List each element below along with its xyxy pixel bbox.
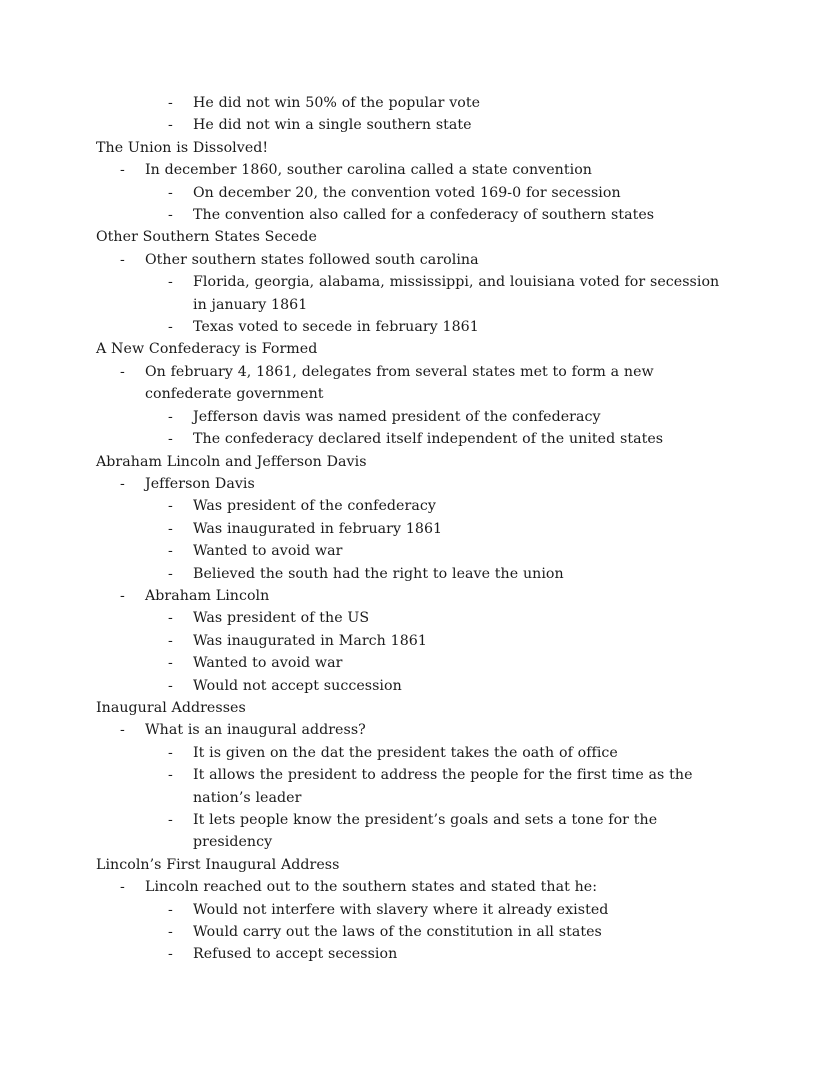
outline-bullet-item bbox=[168, 943, 720, 965]
outline-heading bbox=[96, 854, 720, 876]
outline-bullet-item bbox=[168, 204, 720, 226]
bullet-text: Other southern states followed south carolina bbox=[145, 251, 479, 268]
bullet-text: Would not interfere with slavery where it already existed bbox=[193, 901, 609, 918]
bullet-text: He did not win a single southern state bbox=[193, 117, 472, 134]
dash-bullet-icon: - bbox=[120, 722, 125, 739]
outline-bullet-item bbox=[168, 182, 720, 204]
bullet-text: It lets people know the president’s goals and sets a tone for the presidency bbox=[193, 812, 658, 851]
outline-bullet-item bbox=[120, 473, 720, 495]
dash-bullet-icon: - bbox=[120, 162, 125, 179]
outline-heading bbox=[96, 338, 720, 360]
dash-bullet-icon: - bbox=[168, 632, 173, 649]
dash-bullet-icon: - bbox=[168, 408, 173, 425]
heading-text: A New Confederacy is Formed bbox=[96, 341, 318, 358]
dash-bullet-icon: - bbox=[168, 274, 173, 291]
bullet-text: He did not win 50% of the popular vote bbox=[193, 95, 481, 111]
outline-bullet-item bbox=[168, 406, 720, 428]
outline-bullet-item bbox=[168, 764, 720, 809]
outline-heading bbox=[96, 137, 720, 159]
outline-bullet-item bbox=[168, 652, 720, 674]
bullet-text: Wanted to avoid war bbox=[193, 655, 343, 672]
heading-text: Lincoln’s First Inaugural Address bbox=[96, 856, 340, 873]
dash-bullet-icon: - bbox=[168, 812, 173, 828]
outline-heading bbox=[96, 697, 720, 719]
outline-heading bbox=[96, 451, 720, 473]
outline-bullet-item bbox=[120, 876, 720, 898]
outline-heading bbox=[96, 226, 720, 248]
outline-bullet-item bbox=[168, 630, 720, 652]
bullet-text: Was president of the US bbox=[193, 610, 370, 627]
dash-bullet-icon: - bbox=[168, 95, 173, 111]
heading-text: The Union is Dissolved! bbox=[96, 139, 269, 156]
dash-bullet-icon: - bbox=[168, 498, 173, 515]
bullet-text: Abraham Lincoln bbox=[145, 587, 270, 604]
outline-bullet-item bbox=[168, 675, 720, 697]
dash-bullet-icon: - bbox=[120, 587, 125, 604]
outline-bullet-item bbox=[168, 428, 720, 450]
dash-bullet-icon: - bbox=[120, 879, 125, 896]
dash-bullet-icon: - bbox=[120, 363, 125, 380]
heading-text: Abraham Lincoln and Jefferson Davis bbox=[96, 453, 367, 470]
bullet-text: Was inaugurated in March 1861 bbox=[193, 632, 427, 649]
dash-bullet-icon: - bbox=[168, 924, 173, 941]
outline-bullet-item bbox=[168, 809, 720, 854]
outline-bullet-item bbox=[120, 585, 720, 607]
bullet-text: It allows the president to address the people for the first time as the nation’s leader bbox=[193, 767, 693, 806]
outline-bullet-item bbox=[168, 271, 720, 316]
dash-bullet-icon: - bbox=[168, 677, 173, 694]
bullet-text: Was inaugurated in february 1861 bbox=[193, 520, 443, 537]
bullet-text: Believed the south had the right to leave the union bbox=[193, 565, 564, 582]
bullet-text: The convention also called for a confederacy of southern states bbox=[193, 207, 655, 224]
dash-bullet-icon: - bbox=[168, 543, 173, 560]
bullet-text: On december 20, the convention voted 169-0 for secession bbox=[193, 184, 621, 201]
bullet-text: Jefferson davis was named president of the confederacy bbox=[193, 408, 601, 425]
outline-bullet-item bbox=[168, 92, 720, 114]
dash-bullet-icon: - bbox=[168, 655, 173, 672]
dash-bullet-icon: - bbox=[120, 251, 125, 268]
bullet-text: What is an inaugural address? bbox=[145, 722, 366, 739]
dash-bullet-icon: - bbox=[168, 431, 173, 448]
bullet-text: Refused to accept secession bbox=[193, 946, 398, 963]
bullet-text: Would carry out the laws of the constitution in all states bbox=[193, 924, 602, 941]
bullet-text: Lincoln reached out to the southern states and stated that he: bbox=[145, 879, 598, 896]
bullet-text: It is given on the dat the president takes the oath of office bbox=[193, 744, 618, 761]
outline-bullet-item bbox=[168, 742, 720, 764]
heading-text: Inaugural Addresses bbox=[96, 699, 246, 716]
dash-bullet-icon: - bbox=[168, 184, 173, 201]
outline-bullet-item bbox=[120, 159, 720, 181]
outline-bullet-item bbox=[168, 540, 720, 562]
bullet-text: Texas voted to secede in february 1861 bbox=[193, 319, 479, 336]
dash-bullet-icon: - bbox=[168, 610, 173, 627]
bullet-text: Wanted to avoid war bbox=[193, 543, 343, 560]
outline-bullet-item bbox=[168, 921, 720, 943]
bullet-text: Florida, georgia, alabama, mississippi, and louisiana voted for secession in january 1861 bbox=[193, 274, 720, 313]
outline-bullet-item bbox=[168, 899, 720, 921]
dash-bullet-icon: - bbox=[168, 767, 173, 784]
dash-bullet-icon: - bbox=[168, 946, 173, 963]
outline-bullet-item bbox=[168, 316, 720, 338]
bullet-text: On february 4, 1861, delegates from several states met to form a new confederate government bbox=[145, 363, 654, 403]
bullet-text: In december 1860, souther carolina called a state convention bbox=[145, 162, 592, 179]
dash-bullet-icon: - bbox=[120, 475, 125, 492]
dash-bullet-icon: - bbox=[168, 565, 173, 582]
bullet-text: Jefferson Davis bbox=[145, 475, 255, 492]
heading-text: Other Southern States Secede bbox=[96, 229, 317, 246]
dash-bullet-icon: - bbox=[168, 744, 173, 761]
dash-bullet-icon: - bbox=[168, 520, 173, 537]
dash-bullet-icon: - bbox=[168, 117, 173, 134]
outline-bullet-item bbox=[120, 719, 720, 741]
outline-bullet-item bbox=[168, 495, 720, 517]
document-body bbox=[96, 92, 720, 966]
bullet-text: Would not accept succession bbox=[193, 677, 402, 694]
outline-bullet-item bbox=[168, 607, 720, 629]
dash-bullet-icon: - bbox=[168, 319, 173, 336]
dash-bullet-icon: - bbox=[168, 901, 173, 918]
bullet-text: Was president of the confederacy bbox=[193, 498, 436, 515]
outline-bullet-item bbox=[168, 114, 720, 136]
outline-bullet-item bbox=[120, 249, 720, 271]
dash-bullet-icon: - bbox=[168, 207, 173, 224]
bullet-text: The confederacy declared itself independent of the united states bbox=[193, 431, 664, 448]
outline-bullet-item bbox=[168, 563, 720, 585]
outline-bullet-item bbox=[120, 361, 720, 406]
outline-bullet-item bbox=[168, 518, 720, 540]
